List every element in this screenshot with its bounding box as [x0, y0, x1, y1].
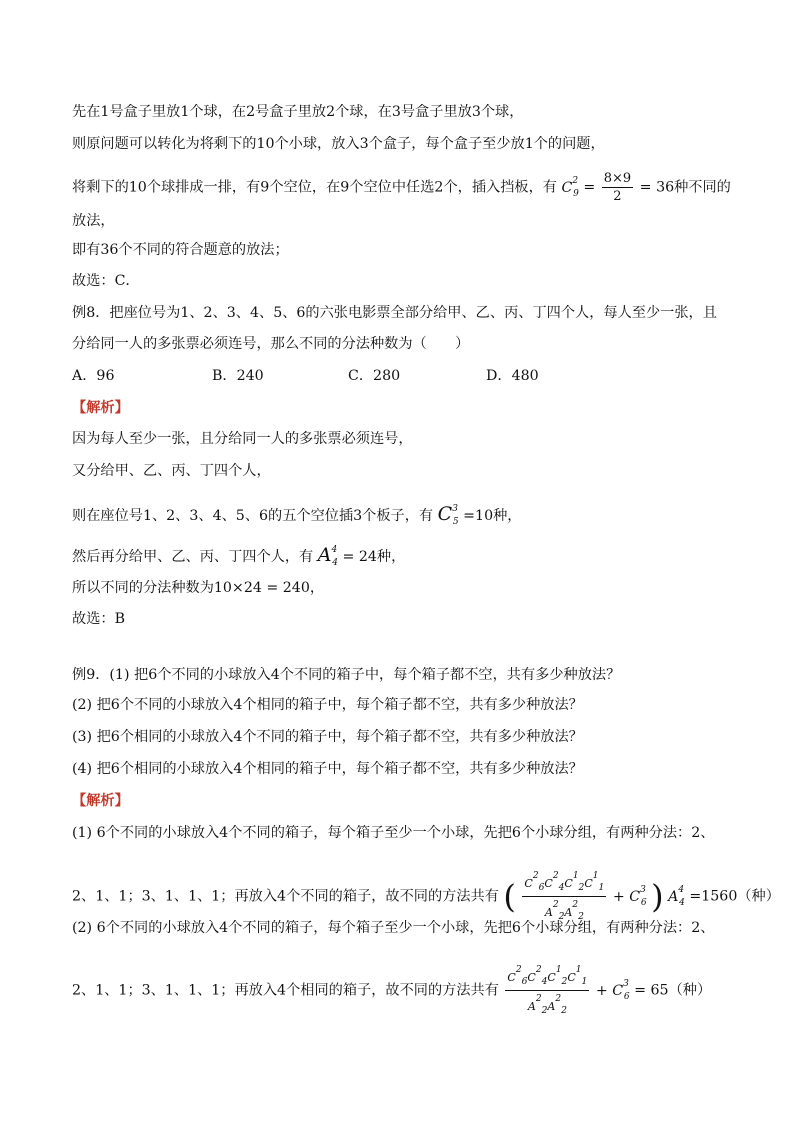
combination-term: + $C^3_6$ [595, 978, 630, 1002]
text-line: (1) 6个不同的小球放入4个不同的箱子，每个箱子至少一个小球，先把6个小球分组，有两种分法：2、 [72, 825, 715, 841]
text-line-with-formula [72, 540, 405, 573]
question-text: (3) 把6个相同的小球放入4个不同的箱子中，每个箱子都不空，共有多少种放法？ [72, 729, 583, 745]
fraction-numerator: $C^2_6C^2_4C^1_2C^1_1$ [522, 868, 606, 897]
question-text: 例8．把座位号为1、2、3、4、5、6的六张电影票全部分给甲、乙、丙、丁四个人，每人至少一张，且 [72, 305, 717, 321]
solution-heading: 【解析】 [72, 400, 129, 416]
option-d: D．480 [486, 368, 539, 384]
text-line: 则原问题可以转化为将剩下的10个小球，放入3个盒子，每个盒子至少放1个的问题， [72, 136, 605, 152]
text-segment: = 65（种） [634, 982, 712, 999]
fraction-numerator: $C^2_6C^2_4C^1_2C^1_1$ [505, 962, 589, 991]
text-line: 因为每人至少一张，且分给同一人的多张票必须连号， [72, 431, 413, 447]
text-line: 又分给甲、乙、丙、丁四个人， [72, 463, 271, 479]
text-line-with-formula [72, 170, 731, 205]
option-c: C．280 [348, 368, 401, 384]
text-line-with-formula [72, 499, 522, 532]
left-paren: ( [503, 877, 516, 916]
fraction-denominator: $A^2_2A^2_2$ [527, 994, 567, 1017]
text-segment: 2、1、1；3、1、1、1；再放入4个不同的箱子，故不同的方法共有 [72, 888, 499, 905]
fraction [522, 868, 606, 925]
fraction-numerator: 8×9 [603, 171, 632, 186]
text-line: 故选：C． [72, 273, 140, 289]
right-paren: ) [651, 877, 664, 916]
text-line: 先在1号盒子里放1个球，在2号盒子里放2个球，在3号盒子里放3个球， [72, 104, 524, 120]
text-line: 故选：B [72, 611, 125, 627]
text-segment: 则在座位号1、2、3、4、5、6的五个空位插3个板子，有 [72, 508, 434, 524]
arrangement-formula: $A^4_4$ [317, 544, 338, 568]
combination-formula: $C^2_9$ [561, 175, 579, 199]
fraction-denominator: 2 [613, 189, 622, 204]
option-b: B．240 [212, 368, 264, 384]
combination-term: + $C^3_6$ [612, 884, 647, 908]
option-a: A．96 [72, 368, 115, 384]
combination-formula: $C^3_5$ [437, 503, 459, 527]
arrangement-term: $A^4_4$ [668, 884, 685, 908]
text-line: 即有36个不同的符合题意的放法； [72, 242, 289, 258]
text-segment: 将剩下的10个球排成一排，有9个空位，在9个空位中任选2个，插入挡板，有 [72, 179, 557, 196]
question-text: 例9．(1) 把6个不同的小球放入4个不同的箱子中，每个箱子都不空，共有多少种放法？ [72, 667, 621, 683]
fraction [602, 170, 633, 205]
question-text: 分给同一人的多张票必须连号，那么不同的分法种数为（ ） [72, 336, 470, 352]
text-segment: = 24种， [342, 549, 406, 565]
equals-sign: = [583, 179, 596, 196]
text-line-with-formula [72, 962, 711, 1019]
text-line: (2) 6个不同的小球放入4个不同的箱子，每个箱子至少一个小球，先把6个小球分组，有两种分法：2、 [72, 920, 715, 936]
text-segment: =10种， [463, 508, 522, 524]
question-text: (4) 把6个相同的小球放入4个相同的箱子中，每个箱子都不空，共有多少种放法？ [72, 761, 583, 777]
text-segment: = 36种不同的 [639, 179, 731, 196]
text-line-with-formula [72, 868, 780, 925]
solution-heading: 【解析】 [72, 793, 129, 809]
text-line: 放法， [72, 213, 115, 229]
text-segment: 2、1、1；3、1、1、1；再放入4个相同的箱子，故不同的方法共有 [72, 982, 499, 999]
text-segment: =1560（种） [689, 888, 780, 905]
text-segment: 然后再分给甲、乙、丙、丁四个人，有 [72, 549, 314, 565]
fraction [505, 962, 589, 1019]
question-text: (2) 把6个不同的小球放入4个相同的箱子中，每个箱子都不空，共有多少种放法？ [72, 697, 583, 713]
fraction-denominator: $A^2_2A^2_2$ [544, 900, 584, 923]
text-line: 所以不同的分法种数为10×24 = 240， [72, 580, 325, 596]
